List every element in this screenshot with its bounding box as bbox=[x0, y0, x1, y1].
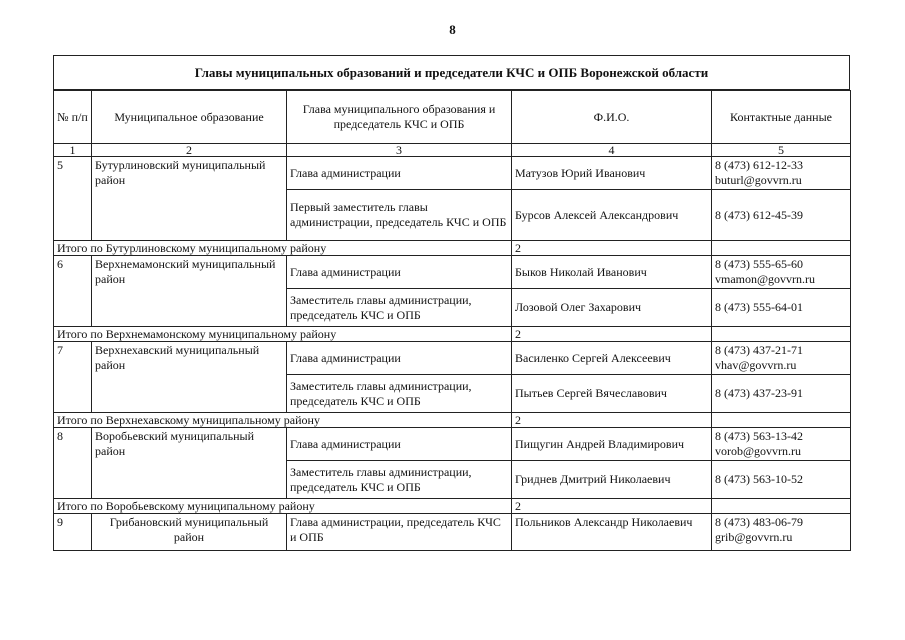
contacts-cell bbox=[712, 256, 851, 289]
table-row bbox=[54, 157, 851, 190]
row-number: 5 bbox=[54, 157, 92, 241]
table-title bbox=[53, 55, 850, 90]
total-value: 2 bbox=[512, 499, 712, 514]
row-number: 8 bbox=[54, 428, 92, 499]
total-label: Итого по Верхнемамонскому муниципальному району bbox=[54, 327, 512, 342]
header-row bbox=[54, 91, 851, 144]
total-empty-cell bbox=[712, 499, 851, 514]
municipality-name: Бутурлиновский муниципальный район bbox=[92, 157, 287, 241]
position-cell: Глава администрации bbox=[287, 342, 512, 375]
total-empty-cell bbox=[712, 413, 851, 428]
fio-cell: Бурсов Алексей Александрович bbox=[512, 190, 712, 241]
municipality-name: Верхнехавский муниципальный район bbox=[92, 342, 287, 413]
column-number: 5 bbox=[712, 144, 851, 157]
column-number: 3 bbox=[287, 144, 512, 157]
position-cell: Заместитель главы администрации, председатель КЧС и ОПБ bbox=[287, 461, 512, 499]
phone-text: 8 (473) 555-65-60 bbox=[715, 257, 803, 271]
contacts-cell bbox=[712, 461, 851, 499]
fio-cell: Быков Николай Иванович bbox=[512, 256, 712, 289]
position-cell: Глава администрации bbox=[287, 428, 512, 461]
column-number-row bbox=[54, 144, 851, 157]
fio-cell: Матузов Юрий Иванович bbox=[512, 157, 712, 190]
total-value: 2 bbox=[512, 241, 712, 256]
table-row bbox=[54, 428, 851, 461]
total-value: 2 bbox=[512, 327, 712, 342]
total-label: Итого по Воробьевскому муниципальному району bbox=[54, 499, 512, 514]
contacts-cell bbox=[712, 190, 851, 241]
phone-text: 8 (473) 612-12-33 bbox=[715, 158, 803, 172]
officials-table bbox=[53, 90, 851, 551]
total-row bbox=[54, 327, 851, 342]
row-number: 6 bbox=[54, 256, 92, 327]
fio-cell: Василенко Сергей Алексеевич bbox=[512, 342, 712, 375]
email-link[interactable]: vhav@govvrn.ru bbox=[715, 358, 797, 372]
header-municipality: Муниципальное образование bbox=[92, 91, 287, 144]
page-number: 8 bbox=[449, 22, 456, 37]
position-cell: Заместитель главы администрации, председатель КЧС и ОПБ bbox=[287, 289, 512, 327]
position-cell: Глава администрации, председатель КЧС и ОПБ bbox=[287, 514, 512, 551]
position-cell: Глава администрации bbox=[287, 157, 512, 190]
position-cell: Заместитель главы администрации, председатель КЧС и ОПБ bbox=[287, 375, 512, 413]
contacts-cell bbox=[712, 428, 851, 461]
email-link[interactable]: vmamon@govvrn.ru bbox=[715, 272, 816, 286]
column-number: 2 bbox=[92, 144, 287, 157]
email-link[interactable]: grib@govvrn.ru bbox=[715, 530, 793, 544]
fio-cell: Польников Александр Николаевич bbox=[512, 514, 712, 551]
position-cell: Первый заместитель главы администрации, председатель КЧС и ОПБ bbox=[287, 190, 512, 241]
fio-cell: Лозовой Олег Захарович bbox=[512, 289, 712, 327]
total-value: 2 bbox=[512, 413, 712, 428]
contacts-cell bbox=[712, 289, 851, 327]
column-number: 4 bbox=[512, 144, 712, 157]
table-row bbox=[54, 256, 851, 289]
email-link[interactable]: vorob@govvrn.ru bbox=[715, 444, 802, 458]
total-label: Итого по Верхнехавскому муниципальному району bbox=[54, 413, 512, 428]
header-position: Глава муниципального образования и председатель КЧС и ОПБ bbox=[287, 91, 512, 144]
table-row bbox=[54, 514, 851, 551]
municipality-name: Верхнемамонский муниципальный район bbox=[92, 256, 287, 327]
header-fio: Ф.И.О. bbox=[512, 91, 712, 144]
row-number: 7 bbox=[54, 342, 92, 413]
header-num: № п/п bbox=[54, 91, 92, 144]
total-label: Итого по Бутурлиновскому муниципальному району bbox=[54, 241, 512, 256]
fio-cell: Гриднев Дмитрий Николаевич bbox=[512, 461, 712, 499]
total-empty-cell bbox=[712, 241, 851, 256]
total-row bbox=[54, 499, 851, 514]
municipality-name: Воробьевский муниципальный район bbox=[92, 428, 287, 499]
header-contacts: Контактные данные bbox=[712, 91, 851, 144]
column-number: 1 bbox=[54, 144, 92, 157]
phone-text: 8 (473) 563-10-52 bbox=[715, 472, 803, 486]
total-row bbox=[54, 413, 851, 428]
contacts-cell bbox=[712, 342, 851, 375]
email-link[interactable]: buturl@govvrn.ru bbox=[715, 173, 802, 187]
total-row bbox=[54, 241, 851, 256]
phone-text: 8 (473) 483-06-79 bbox=[715, 515, 803, 529]
phone-text: 8 (473) 437-21-71 bbox=[715, 343, 803, 357]
contacts-cell bbox=[712, 375, 851, 413]
municipality-name: Грибановский муниципальный район bbox=[92, 514, 287, 551]
position-cell: Глава администрации bbox=[287, 256, 512, 289]
total-empty-cell bbox=[712, 327, 851, 342]
phone-text: 8 (473) 437-23-91 bbox=[715, 386, 803, 400]
phone-text: 8 (473) 612-45-39 bbox=[715, 207, 803, 222]
phone-text: 8 (473) 563-13-42 bbox=[715, 429, 803, 443]
fio-cell: Пытьев Сергей Вячеславович bbox=[512, 375, 712, 413]
table-row bbox=[54, 342, 851, 375]
row-number: 9 bbox=[54, 514, 92, 551]
fio-cell: Пищугин Андрей Владимирович bbox=[512, 428, 712, 461]
contacts-cell bbox=[712, 157, 851, 190]
table-title-text: Главы муниципальных образований и председатели КЧС и ОПБ Воронежской области bbox=[194, 64, 709, 80]
phone-text: 8 (473) 555-64-01 bbox=[715, 300, 803, 314]
contacts-cell bbox=[712, 514, 851, 551]
